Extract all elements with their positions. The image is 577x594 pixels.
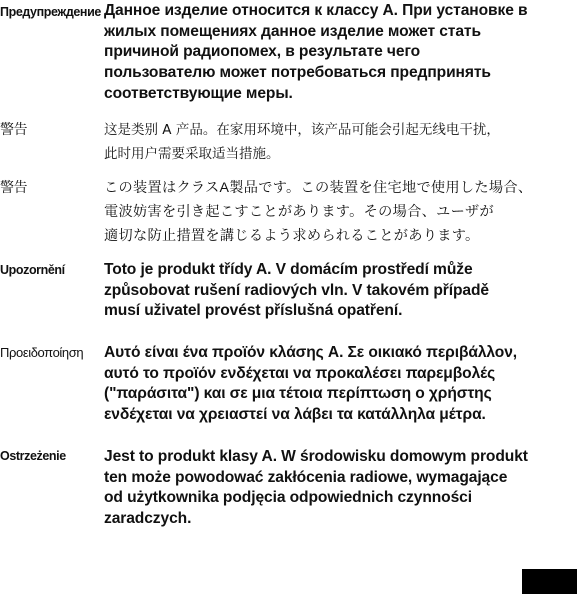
warning-text-zh: 这是类别 A 产品。在家用环境中，该产品可能会引起无线电干扰， 此时用户需要采取适当措施。 [104, 122, 500, 162]
warning-text-el: Αυτό είναι ένα προϊόν κλάσης A. Σε οικιακό περιβάλλον, αυτό το προϊόν ενδέχεται να προκαλέσει παρεμβολές ("παράσιτα") και σε μια τέτοια περίπτωση ο χρήστης ενδέχεται να χρειαστεί να λάβει τα κατάλληλα μέτρα. [104, 344, 518, 424]
warning-text-pl: Jest to produkt klasy A. W środowisku domowym produkt ten może powodować zakłócenia radiowe, wymagające od użytkownika podjęcia odpowiednich czynności zaradczych. [104, 448, 528, 528]
warning-text-cs: Toto je produkt třídy A. V domácím prostředí může způsobovat rušení radiových vln. V takovém případě musí uživatel provést příslušná opatření. [104, 261, 489, 320]
page-edge-tab [522, 569, 577, 594]
warning-label-cs: Upozornění [0, 263, 65, 277]
warning-label-el: Προειδοποίηση [0, 345, 84, 360]
warning-label-ja: 警告 [0, 180, 28, 196]
warning-label-zh: 警告 [0, 122, 28, 138]
warning-label-ru: Предупреждение [0, 5, 101, 19]
warning-label-pl: Ostrzeżenie [0, 449, 66, 463]
warning-text-ru: Данное изделие относится к классу А. При установке в жилых помещениях данное изделие может стать причиной радиопомех, в результате чего пользователю может потребоваться предпринять соответствующие меры. [104, 2, 528, 102]
warning-text-ja: この装置はクラスA製品です。この装置を住宅地で使用した場合、 電波妨害を引き起こすことがあります。その場合、ユーザが 適切な防止措置を講じるよう求められることがあります。 [104, 180, 533, 244]
